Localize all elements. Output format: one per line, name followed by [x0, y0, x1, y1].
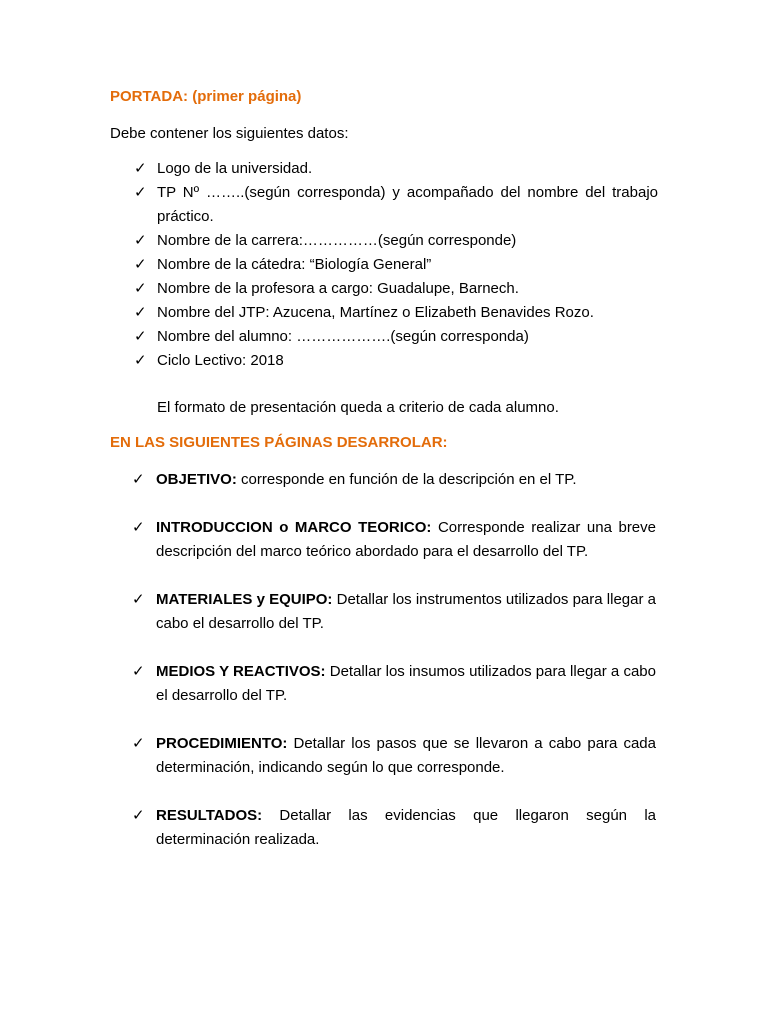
section-label: MATERIALES y EQUIPO: [156, 591, 333, 608]
section-item-introduccion [132, 516, 656, 564]
section-item-resultados [132, 804, 656, 852]
format-note: El formato de presentación queda a criterio de cada alumno. [157, 399, 559, 416]
desarrollo-heading: EN LAS SIGUIENTES PÁGINAS DESARROLAR: [110, 434, 448, 451]
section-label: INTRODUCCION o MARCO TEORICO: [156, 519, 432, 536]
check-icon: ✓ [134, 352, 147, 369]
section-label: RESULTADOS: [156, 807, 263, 824]
list-item [134, 253, 658, 277]
list-item [134, 349, 658, 373]
check-icon: ✓ [134, 256, 147, 273]
section-label: OBJETIVO: [156, 471, 237, 488]
list-item-text: Nombre de la profesora a cargo: Guadalupe, Barnech. [157, 280, 519, 297]
portada-intro: Debe contener los siguientes datos: [110, 125, 349, 142]
section-text: Corresponde realizar una breve descripción del marco teórico abordado para el desarrollo del TP. [156, 519, 656, 560]
section-text: Detallar los pasos que se llevaron a cabo para cada determinación, indicando según lo que corresponde. [156, 735, 656, 776]
portada-heading: PORTADA: (primer página) [110, 88, 302, 105]
section-item-objetivo [132, 468, 656, 492]
check-icon: ✓ [132, 663, 145, 680]
list-item-text: Logo de la universidad. [157, 160, 313, 177]
check-icon: ✓ [134, 304, 147, 321]
list-item [134, 157, 658, 181]
list-item-text: Nombre del alumno: ……………….(según corresponda) [157, 328, 529, 345]
check-icon: ✓ [132, 471, 145, 488]
section-label: MEDIOS Y REACTIVOS: [156, 663, 326, 680]
section-text: Detallar los instrumentos utilizados para llegar a cabo el desarrollo del TP. [156, 591, 656, 632]
list-item-text: Nombre de la cátedra: “Biología General” [157, 256, 432, 273]
section-item-medios [132, 660, 656, 708]
check-icon: ✓ [132, 807, 145, 824]
check-icon: ✓ [134, 184, 147, 201]
check-icon: ✓ [132, 735, 145, 752]
list-item-text: Nombre del JTP: Azucena, Martínez o Elizabeth Benavides Rozo. [157, 304, 594, 321]
section-item-materiales [132, 588, 656, 636]
check-icon: ✓ [134, 232, 147, 249]
list-item-text: Nombre de la carrera:……………(según corresponde) [157, 232, 517, 249]
section-text: Detallar los insumos utilizados para llegar a cabo el desarrollo del TP. [156, 663, 656, 704]
list-item [134, 229, 658, 253]
section-label: PROCEDIMIENTO: [156, 735, 288, 752]
list-item-text: TP Nº ……..(según corresponda) y acompañado del nombre del trabajo práctico. [157, 184, 658, 225]
list-item [134, 301, 658, 325]
list-item-text: Ciclo Lectivo: 2018 [157, 352, 284, 369]
check-icon: ✓ [134, 328, 147, 345]
section-text: corresponde en función de la descripción en el TP. [236, 471, 577, 488]
check-icon: ✓ [132, 591, 145, 608]
check-icon: ✓ [134, 160, 147, 177]
list-item [134, 181, 658, 229]
list-item [134, 277, 658, 301]
section-text: Detallar las evidencias que llegaron según la determinación realizada. [156, 807, 656, 848]
list-item [134, 325, 658, 349]
section-item-procedimiento [132, 732, 656, 780]
check-icon: ✓ [134, 280, 147, 297]
check-icon: ✓ [132, 519, 145, 536]
